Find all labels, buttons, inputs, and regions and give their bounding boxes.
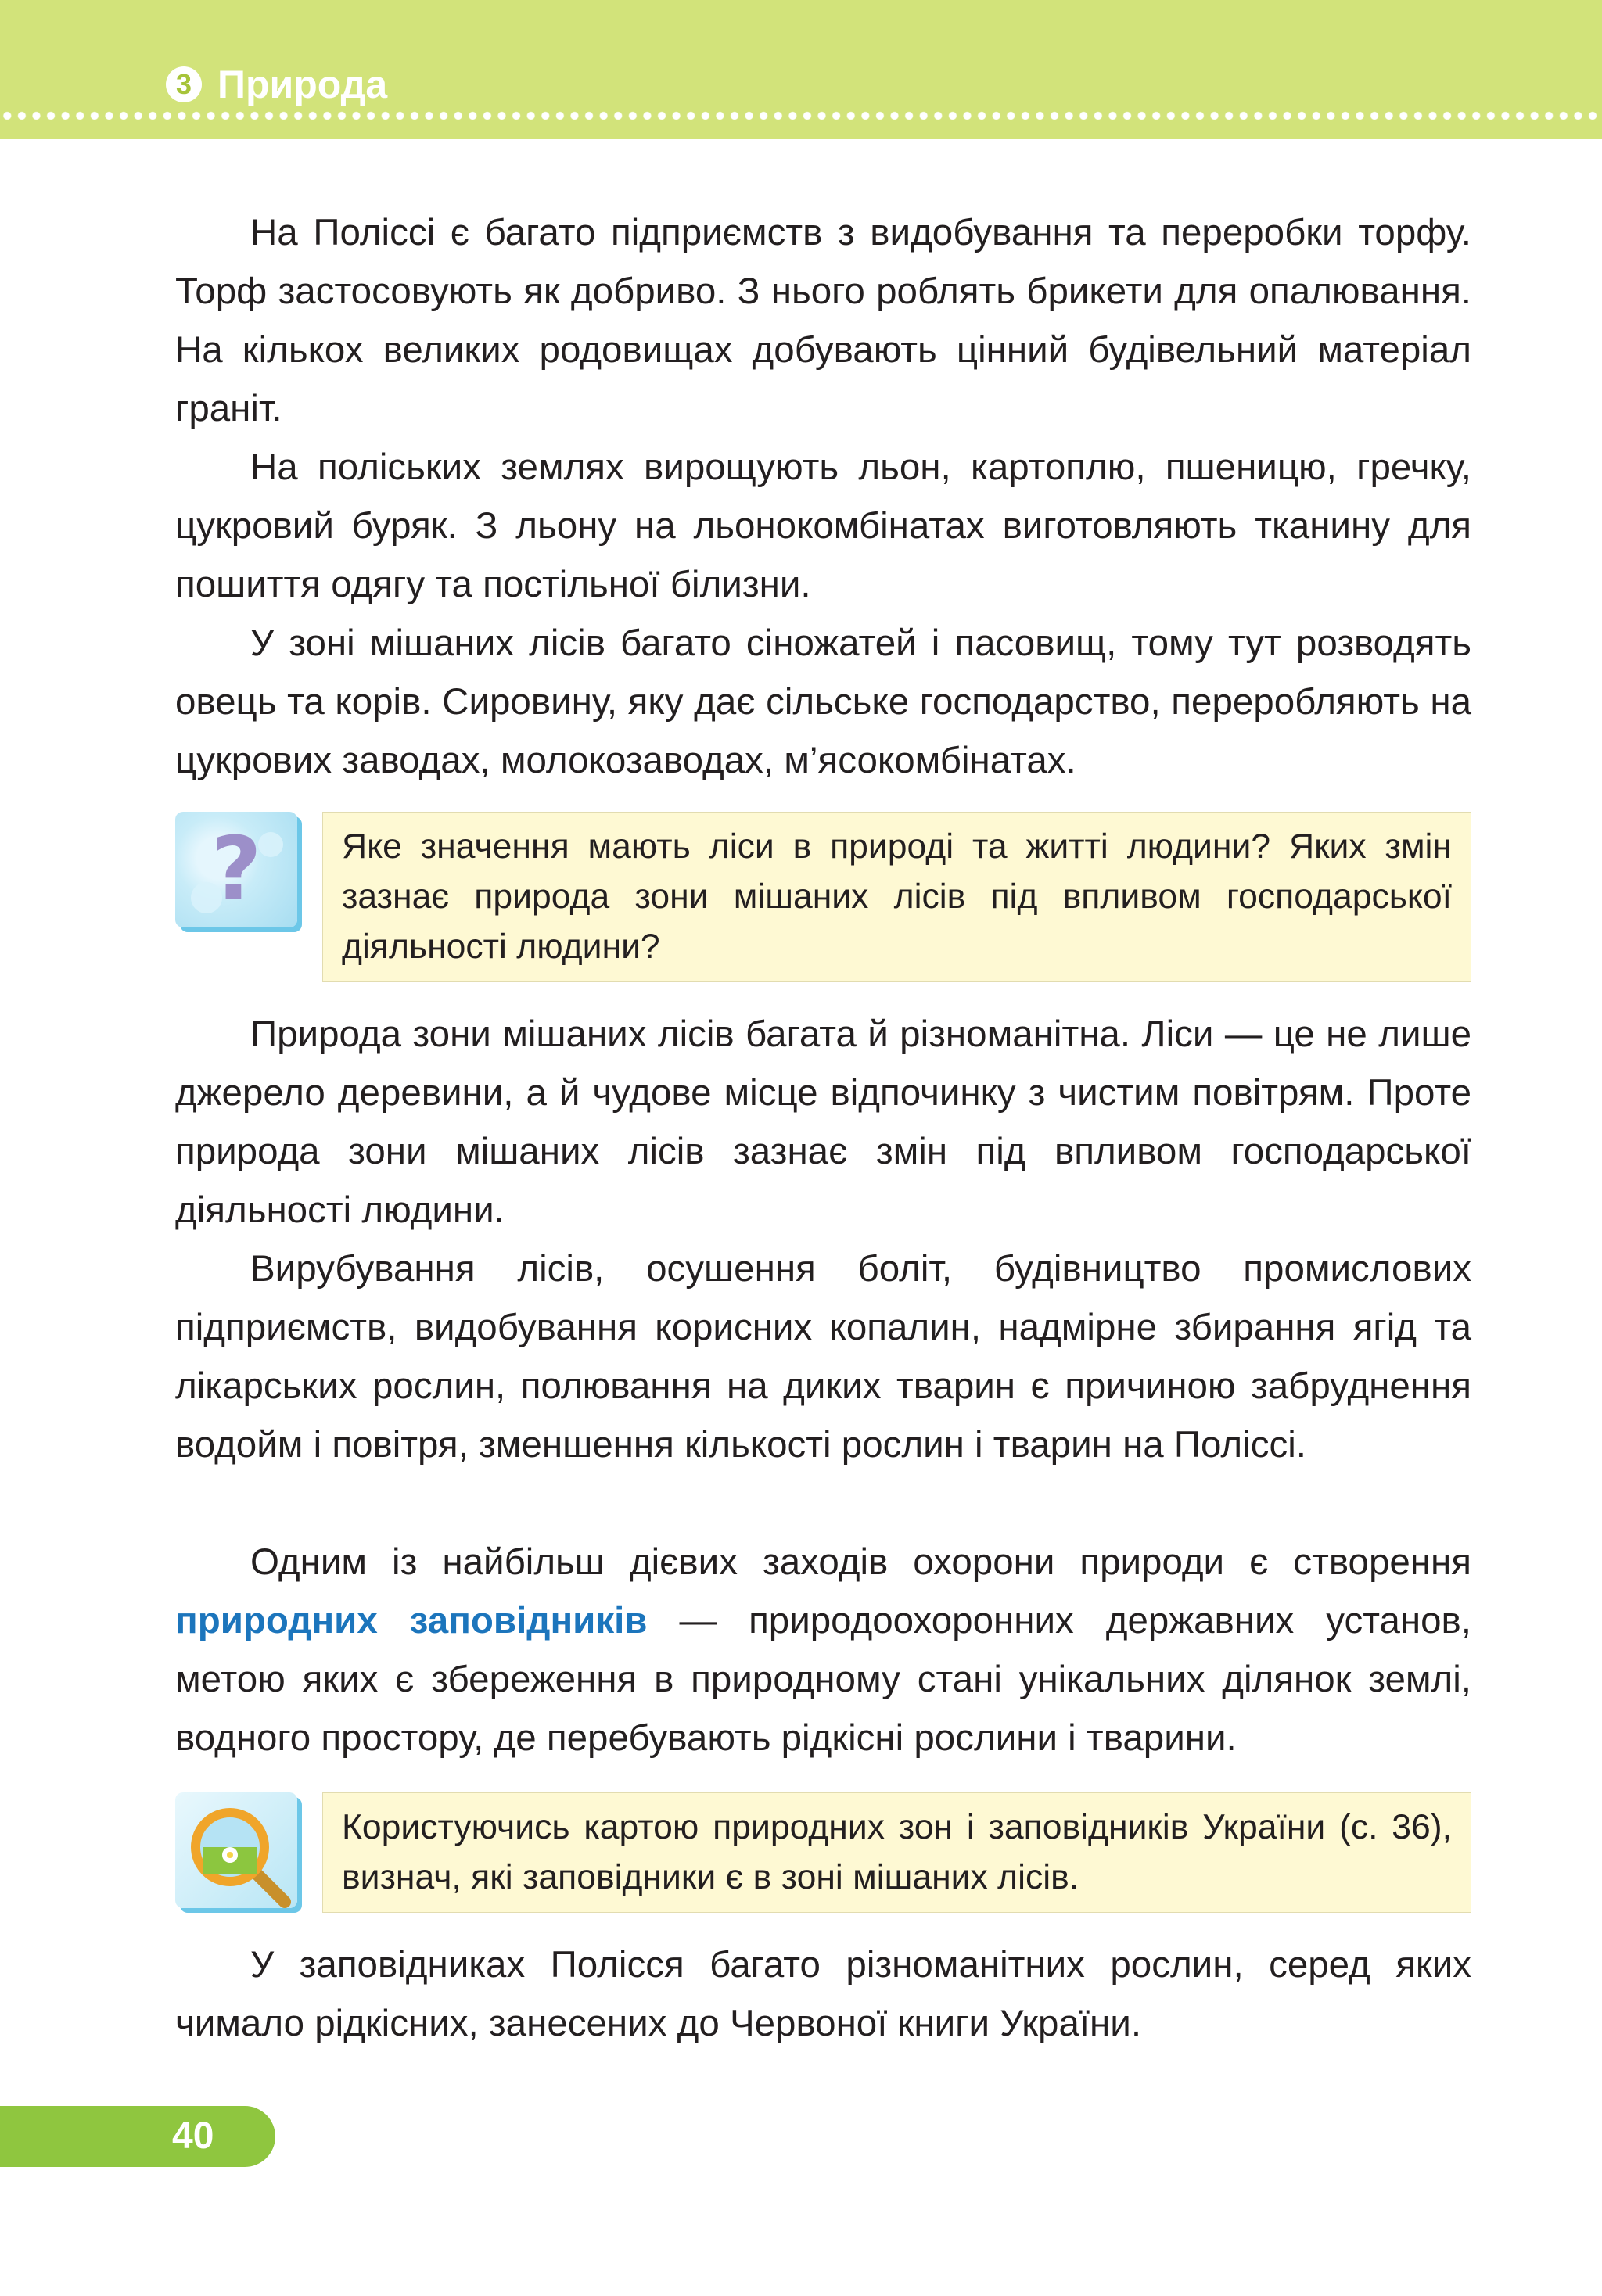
question-text: Яке значення мають ліси в природі та житті людини? Яких змін зазнає природа зони мішаних лісів під впливом господарської діяльності людини?: [342, 827, 1452, 966]
question-box: [322, 812, 1471, 982]
chapter-title: Природа: [217, 63, 388, 106]
reserves-text-start: Одним із найбільш дієвих заходів охорони природи є створення: [250, 1541, 1471, 1583]
paragraph-rare-plants: У заповідниках Полісся багато різноманітних рослин, серед яких чимало рідкісних, занесених до Червоної книги України.: [175, 1944, 1471, 2044]
reserves-text-end: — природоохоронних державних установ, метою яких є збереження в природному стані унікальних ділянок землі, водного простору, де перебувають рідкісні рослини і тварини.: [175, 1600, 1471, 1759]
paragraph-livestock: У зоні мішаних лісів багато сіножатей і пасовищ, тому тут розводять овець та корів. Сировину, яку дає сільське господарство, переробляють на цукрових заводах, молокозаводах, м’ясокомбінатах.: [175, 622, 1471, 781]
chapter-heading: [166, 61, 387, 108]
task-box: [322, 1792, 1471, 1913]
paragraph-human-impact: Вирубування лісів, осушення боліт, будівництво промислових підприємств, видобування корисних копалин, надмірне збирання ягід та лікарських рослин, полювання на диких тварин є причиною забруднення водойм і повітря, зменшення кількості рослин і тварин на Поліссі.: [175, 1248, 1471, 1465]
term-nature-reserves: природних заповідників: [175, 1600, 648, 1641]
chapter-number-badge: 3: [166, 66, 202, 102]
svg-text:?: ?: [210, 819, 262, 920]
paragraph-reserves: [175, 1533, 1471, 1767]
page-number-tab: [0, 2106, 275, 2167]
paragraph-forest-nature: Природа зони мішаних лісів багата й різноманітна. Ліси — це не лише джерело деревини, а й чудове місце відпочинку з чистим повітрям. Проте природа зони мішаних лісів зазнає змін під впливом господарської діяльності людини.: [175, 1013, 1471, 1231]
paragraph-crops: На поліських землях вирощують льон, картоплю, пшеницю, гречку, цукровий буряк. З льону на льонокомбінатах виготовляють тканину для пошиття одягу та постільної білизни.: [175, 447, 1471, 605]
question-mark-icon: [175, 812, 297, 927]
paragraph-peat: На Поліссі є багато підприємств з видобування та переробки торфу. Торф застосовують як добриво. З нього роблять брикети для опалювання. На кількох великих родовищах добувають цінний будівельний матеріал граніт.: [175, 212, 1471, 429]
header-dotted-line: [0, 109, 1602, 122]
magnifier-icon: [175, 1792, 297, 1908]
task-text: Користуючись картою природних зон і заповідників України (с. 36), визнач, які заповідники є в зоні мішаних лісів.: [342, 1808, 1452, 1896]
page-number: 40: [172, 2115, 214, 2157]
